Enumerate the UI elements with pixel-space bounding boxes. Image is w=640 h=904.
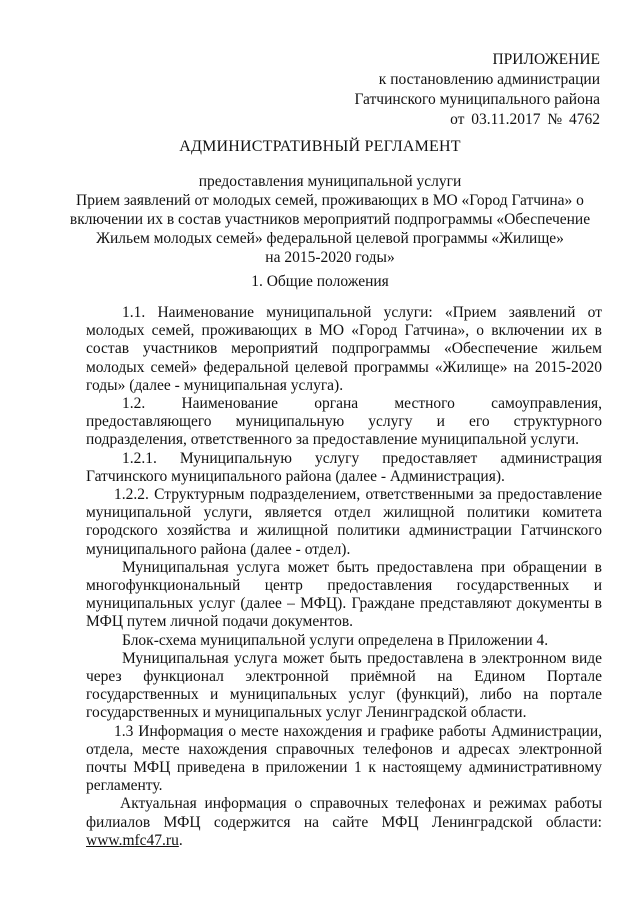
subtitle-line: предоставления муниципальной услуги: [198, 173, 462, 190]
paragraph-block-scheme: Блок-схема муниципальной услуги определена в Приложении 4.: [122, 631, 549, 649]
paragraph-1-2-2: 1.2.2. Структурным подразделением, ответственными за предоставление муниципальной услуги, является отдел жилищной политики комитета городского хозяйства и жилищной политики администрации Гатчинского муниципального района (далее - отдел).: [86, 486, 602, 558]
paragraph-electronic: Муниципальная услуга может быть предоставлена в электронном виде через функционал электронной приёмной на Едином Портале государственных и муниципальных услуг (функций), либо на портале государственных и муниципальных услуг Ленинградской области.: [86, 649, 602, 722]
mfc-website-link[interactable]: www.mfc47.ru: [86, 831, 179, 849]
paragraph-contacts: [86, 795, 602, 850]
subtitle-line: Жильем молодых семей» федеральной целевой программы «Жилище»: [96, 230, 564, 247]
paragraph-1-2: 1.2. Наименование органа местного самоуправления, предоставляющего муниципальную услугу и его структурного подразделения, ответственного за предоставление муниципальной услуги.: [86, 395, 602, 449]
appendix-label: ПРИЛОЖЕНИЕ: [492, 51, 600, 68]
paragraph-1-2-1: 1.2.1. Муниципальную услугу предоставляет администрация Гатчинского муниципального района (далее - Администрация).: [86, 449, 602, 485]
paragraph-mfc: Муниципальная услуга может быть предоставлена при обращении в многофункциональный центр предоставления государственных и муниципальных услуг (далее – МФЦ). Граждане представляют документы в МФЦ путем личной подачи документов.: [86, 558, 602, 631]
section-heading: 1. Общие положения: [251, 273, 389, 290]
paragraph-1-1: 1.1. Наименование муниципальной услуги: «Прием заявлений от молодых семей, проживающих в МО «Город Гатчина», о включении их в состав участников мероприятий подпрограммы «Обеспечение жильем молодых семей» федеральной целевой программы «Жилище» на 2015-2020 годы» (далее - муниципальная услуга).: [86, 304, 602, 394]
appendix-header: [300, 50, 600, 130]
contacts-period: .: [178, 831, 183, 849]
document-body: [86, 304, 602, 850]
district-name: Гатчинского муниципального района: [354, 91, 600, 108]
subtitle-line: включении их в состав участников мероприятий подпрограммы «Обеспечение: [69, 211, 591, 228]
contacts-text: Актуальная информация о справочных телефонах и режимах работы филиалов МФЦ содержится на сайте МФЦ Ленинградской области:: [86, 795, 602, 831]
decree-reference: к постановлению администрации: [378, 71, 600, 88]
document-subtitle: [60, 172, 600, 267]
document-title: АДМИНИСТРАТИВНЫЙ РЕГЛАМЕНТ: [179, 138, 461, 155]
paragraph-1-3: 1.3 Информация о месте нахождения и графике работы Администрации, отдела, месте нахождения справочных телефонов и адресах электронной почты МФЦ приведена в приложении 1 к настоящему административному регламенту.: [86, 722, 602, 795]
decree-date-number: от 03.11.2017 № 4762: [450, 111, 600, 128]
subtitle-line: Прием заявлений от молодых семей, проживающих в МО «Город Гатчина» о: [76, 192, 584, 209]
subtitle-line: на 2015-2020 годы»: [265, 249, 395, 266]
